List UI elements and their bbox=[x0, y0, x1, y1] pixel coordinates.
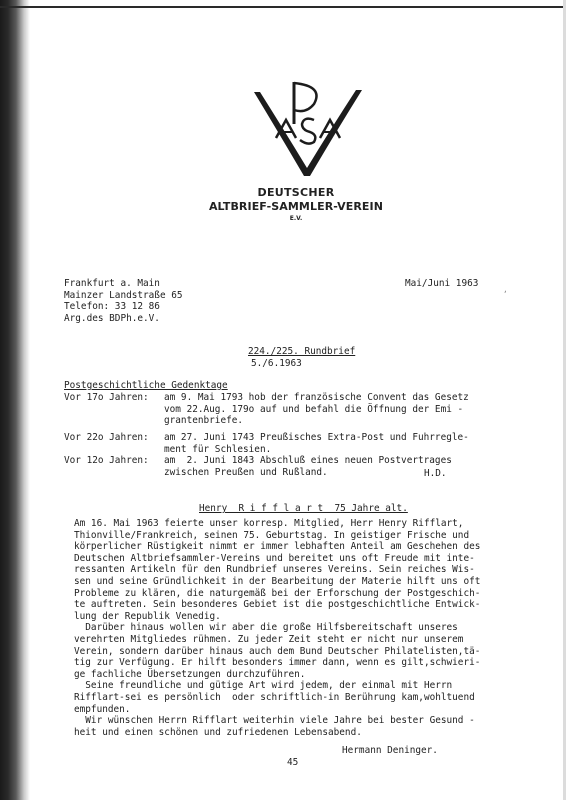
article-line: empfunden. bbox=[74, 703, 131, 715]
article-line: ressanten Artikeln für den Rundbrief unseres Vereins. Sein reiches Wis- bbox=[74, 564, 475, 576]
anniversary-line: am 9. Mai 1793 hob der französische Convent das Gesetz bbox=[164, 392, 469, 403]
article-line: sen und seine Gründlichkeit in der Bearbeitung der Materie hilft uns oft bbox=[74, 575, 481, 587]
sender-address bbox=[64, 278, 183, 324]
article-line: verehrten Mitgliedes rühmen. Zu jeder Zeit steht er nicht nur unserem bbox=[74, 633, 464, 645]
article-line: Rifflart-sei es persönlich oder schriftlich-in Berührung kam,wohltuend bbox=[74, 691, 475, 703]
circular-title: 224./225. Rundbrief bbox=[248, 346, 356, 357]
anniversary-line: am 2. Juni 1843 Abschluß eines neuen Postvertrages bbox=[164, 455, 452, 466]
circular-date: 5./6.1963 bbox=[251, 358, 302, 369]
anniversary-label: Vor 12o Jahren: bbox=[64, 455, 149, 466]
author-initials: H.D. bbox=[424, 468, 447, 479]
anniversary-text bbox=[164, 455, 452, 478]
article-line: Thionville/Frankreich, seinen 75. Geburtstag. In geistiger Frische und bbox=[74, 529, 470, 541]
anniversary-line: grantenbriefe. bbox=[164, 415, 244, 427]
article-line: Am 16. Mai 1963 feierte unser korresp. Mitglied, Herr Henry Rifflart, bbox=[74, 518, 464, 529]
anniversary-label: Vor 17o Jahren: bbox=[64, 392, 149, 403]
letter-date: Mai/Juni 1963 bbox=[405, 278, 479, 289]
page-number: 45 bbox=[287, 757, 299, 768]
anniversary-line: zwischen Preußen und Rußland. bbox=[164, 466, 328, 478]
association-name-line1: DEUTSCHER bbox=[257, 186, 335, 199]
article-line: ge fachliche Übersetzungen durchzuführen. bbox=[74, 668, 306, 680]
postal-history-heading: Postgeschichtliche Gedenktage bbox=[64, 380, 228, 391]
address-street: Mainzer Landstraße 65 bbox=[64, 289, 183, 301]
anniversary-text bbox=[164, 392, 469, 427]
anniversary-label: Vor 22o Jahren: bbox=[64, 432, 149, 443]
pencil-mark: , bbox=[503, 285, 508, 294]
article-line: Verein, sondern darüber hinaus auch dem Bund Deutscher Philatelisten,tä- bbox=[74, 645, 481, 657]
article-signature: Hermann Deninger. bbox=[342, 745, 438, 756]
article-line: tig zur Verfügung. Er hilft besonders immer dann, wenn es gilt,schwieri- bbox=[74, 657, 481, 669]
association-name bbox=[196, 186, 396, 223]
article-title: Henry R i f f l a r t 75 Jahre alt. bbox=[199, 503, 408, 514]
article-line: lung der Republik Venedig. bbox=[74, 610, 221, 622]
address-city: Frankfurt a. Main bbox=[64, 278, 160, 289]
anniversary-line: am 27. Juni 1743 Preußisches Extra-Post und Fuhrregle- bbox=[164, 432, 469, 443]
article-line: körperlicher Rüstigkeit nimmt er immer lebhaften Anteil am Geschehen des bbox=[74, 541, 481, 553]
article-body bbox=[74, 518, 480, 738]
anniversary-line: ment für Schlesien. bbox=[164, 443, 272, 455]
article-line: heit und einen schönen und zufriedenen Lebensabend. bbox=[74, 726, 362, 738]
article-line: Deutschen Altbriefsammler-Vereins und bereitet uns oft Freude mit inte- bbox=[74, 552, 475, 564]
article-line: Probleme zu klären, die naturgemäß bei der Erforschung der Postgeschich- bbox=[74, 587, 481, 599]
asv-monogram-logo-icon bbox=[248, 80, 368, 185]
anniversary-entry bbox=[64, 392, 504, 427]
article-line: te auftreten. Sein besonderes Gebiet ist die postgeschichtliche Entwick- bbox=[74, 599, 481, 611]
article-line: Darüber hinaus wollen wir aber die große Hilfsbereitschaft unseres bbox=[74, 622, 458, 634]
scan-top-edge bbox=[0, 6, 566, 8]
article-line: Seine freundliche und gütige Art wird jedem, der einmal mit Herrn bbox=[74, 680, 453, 692]
association-name-line3: E.V. bbox=[289, 215, 303, 222]
address-membership: Arg.des BDPh.e.V. bbox=[64, 312, 160, 324]
anniversary-line: vom 22.Aug. 179o auf und befahl die Öffnung der Emi - bbox=[164, 403, 464, 415]
article-line: Wir wünschen Herrn Rifflart weiterhin viele Jahre bei bester Gesund - bbox=[74, 715, 475, 727]
anniversary-text bbox=[164, 432, 469, 455]
scan-edge-shadow bbox=[0, 0, 30, 800]
address-phone: Telefon: 33 12 86 bbox=[64, 301, 160, 313]
association-name-line2: ALTBRIEF-SAMMLER-VEREIN bbox=[208, 200, 384, 213]
